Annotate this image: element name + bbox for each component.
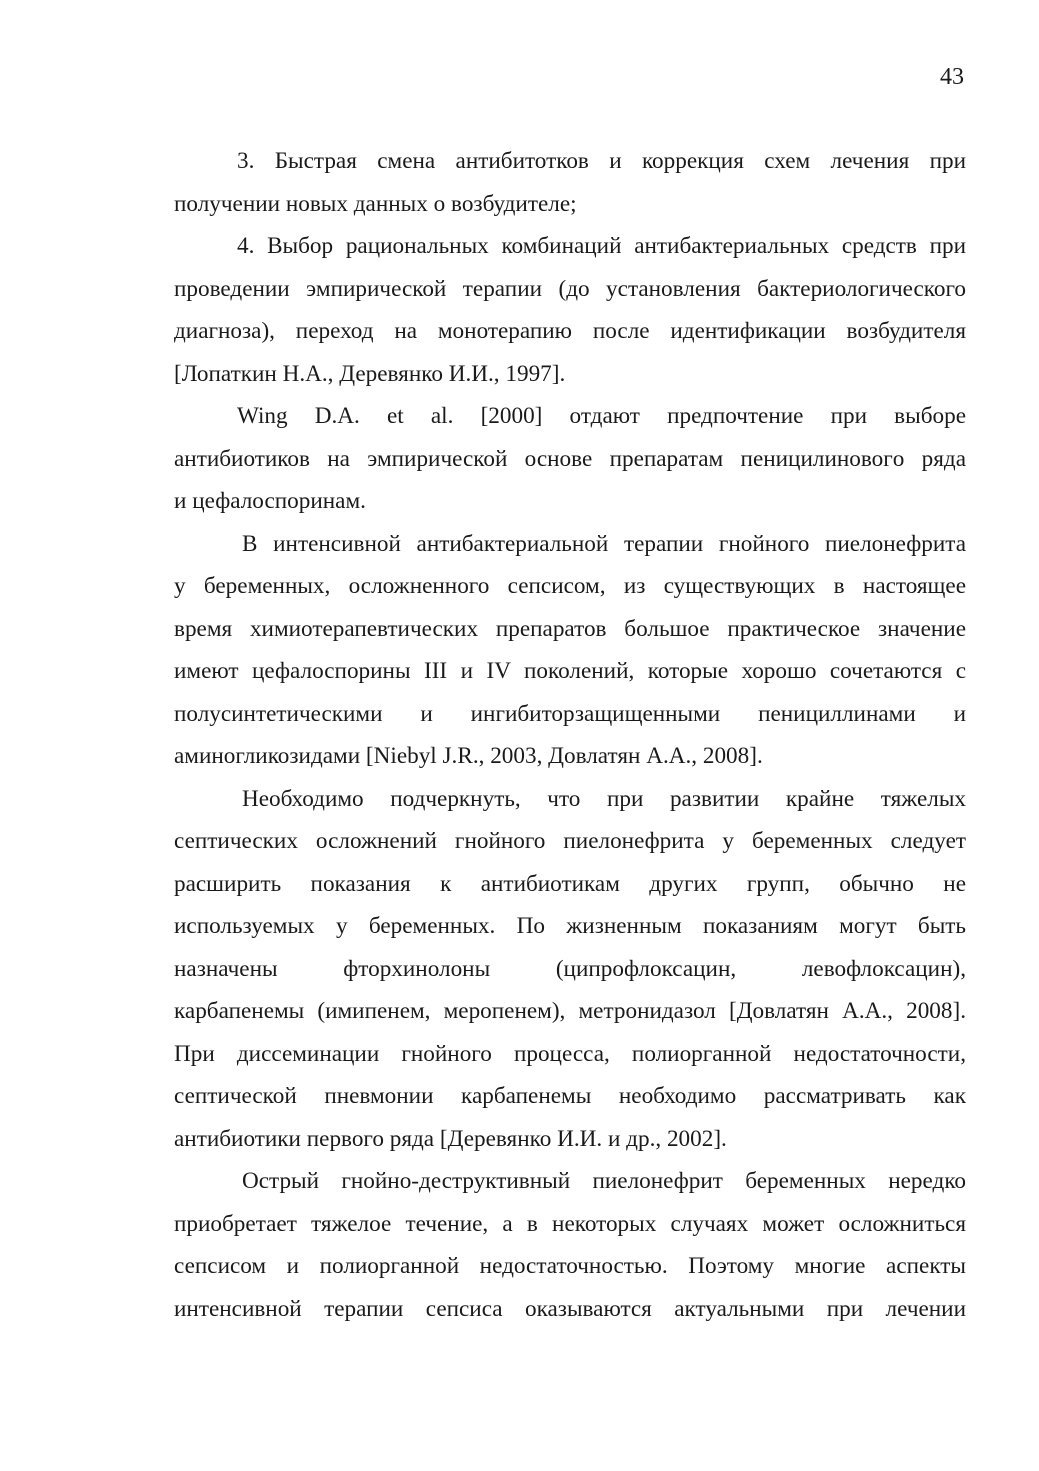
text-line: получении новых данных о возбудителе; — [174, 190, 577, 217]
text-line: полусинтетическими и ингибиторзащищенными пенициллинами и — [174, 700, 966, 727]
text-line: расширить показания к антибиотикам других групп, обычно не — [174, 870, 966, 897]
paragraph-wing — [174, 395, 966, 523]
paragraph-intensive-therapy — [174, 523, 966, 778]
document-body — [174, 140, 966, 1330]
text-line: карбапенемы (имипенем, меропенем), метронидазол [Довлатян А.А., 2008]. — [174, 998, 966, 1024]
text-line: диагноза), переход на монотерапию после идентификации возбудителя — [174, 318, 966, 344]
text-line: септической пневмонии карбапенемы необходимо рассматривать как — [174, 1083, 966, 1109]
paragraph-septic-complications — [174, 778, 966, 1161]
text-line: антибиотиков на эмпирической основе препаратам пеницилиновогo ряда — [174, 445, 966, 472]
text-line: Необходимо подчеркнуть, что при развитии крайне тяжелых — [242, 785, 966, 812]
text-line: септических осложнений гнойного пиелонефрита у беременных следует — [174, 828, 966, 854]
text-line: При диссеминации гнойного процесса, полиорганной недостаточности, — [174, 1040, 966, 1067]
text-line: используемых у беременных. По жизненным показаниям могут быть — [174, 913, 966, 939]
text-line: сепсисом и полиорганной недостаточностью. Поэтому многие аспекты — [174, 1253, 966, 1279]
text-line: у беременных, осложненного сепсисом, из существующих в настоящее — [174, 573, 966, 599]
text-line: Острый гнойно-деструктивный пиелонефрит беременных нередко — [242, 1168, 966, 1194]
text-line: В интенсивной антибактериальной терапии гнойного пиелонефрита — [242, 530, 966, 557]
text-line: [Лопаткин Н.А., Деревянко И.И., 1997]. — [174, 360, 566, 387]
text-line: назначены фторхинолоны (ципрофлоксацин, левофлоксацин), — [174, 955, 966, 982]
text-line: 3. Быстрая смена антибитотков и коррекция схем лечения при — [237, 148, 966, 174]
text-line: и цефалоспоринам. — [174, 488, 366, 514]
text-line: аминогликозидами [Niebyl J.R., 2003, Довлатян А.А., 2008]. — [174, 743, 763, 769]
paragraph-list-item-4 — [174, 225, 966, 395]
page-number: 43 — [940, 64, 964, 90]
text-line: приобретает тяжелое течение, а в некоторых случаях может осложниться — [174, 1210, 966, 1237]
text-line: проведении эмпирической терапии (до установления бактериологического — [174, 275, 966, 302]
text-line: интенсивной терапии сепсиса оказываются актуальными при лечении — [174, 1295, 966, 1322]
text-line: Wing D.A. et al. [2000] отдают предпочтение при выборе — [237, 403, 966, 429]
text-line: время химиотерапевтических препаратов большое практическое значение — [174, 615, 966, 642]
text-line: имеют цефалоспорины III и IV поколений, которые хорошо сочетаются с — [174, 658, 966, 684]
paragraph-list-item-3 — [174, 140, 966, 225]
paragraph-acute-pyelonephritis — [174, 1160, 966, 1330]
text-line: 4. Выбор рациональных комбинаций антибактериальных средств при — [237, 233, 966, 259]
text-line: антибиотики первого ряда [Деревянко И.И. и др., 2002]. — [174, 1125, 727, 1152]
